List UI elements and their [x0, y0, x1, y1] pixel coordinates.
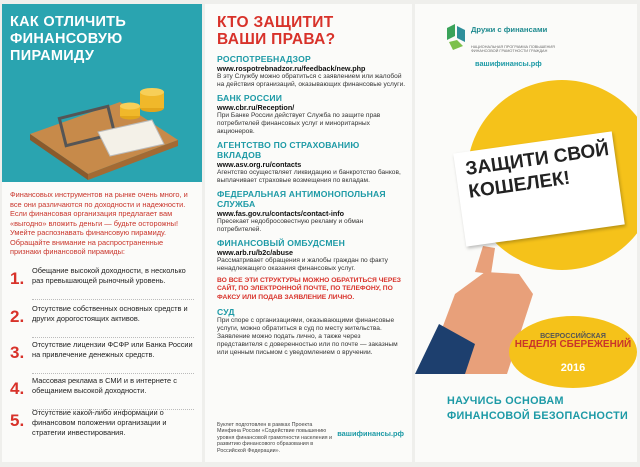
org-name: БАНК РОССИИ — [217, 93, 283, 103]
org-description: При Банке России действует Служба по защите прав потребителей финансовых услуг и миноритарных акционеров. — [217, 112, 381, 135]
org-name: РОСПОТРЕБНАДЗОР — [217, 54, 311, 64]
sign-text: Обещание высокой доходности, в несколько раз превышающей рыночный уровень. — [32, 266, 186, 285]
pyramid-intro-text: Финансовых инструментов на рынке очень много, и все они различаются по доходности и надежности. Если финансовая организация предлагает вам «выгодно» вложить деньги — будьте осторожны! Умейте распознавать финансовую пирамиду. Обращайте внимание на распространенные признаки финансовой пирамиды: — [10, 190, 188, 256]
divider — [32, 373, 194, 374]
pyramid-sign-5 — [10, 408, 198, 442]
org-description: Агентство осуществляет ликвидацию и банкротство банков, выплачивает страховые возмещения по вкладам. — [217, 169, 401, 184]
org-description: При споре с организациями, оказывающими финансовые услуги, можно обратиться в суд по месту жительства. Заявление можно подать лично, а также через представителя с доверенностью или по почте — заказным или ценным письмом с уведомлением о вручении. — [217, 316, 398, 356]
org-name: ФИНАНСОВЫЙ ОМБУДСМЕН — [217, 238, 346, 248]
logo-subtitle: НАЦИОНАЛЬНАЯ ПРОГРАММА ПОВЫШЕНИЯ ФИНАНСОВОЙ ГРАМОТНОСТИ ГРАЖДАН — [471, 45, 555, 54]
logo-mark-icon — [445, 24, 467, 50]
org-block-antimonopoly — [217, 189, 406, 234]
org-url-link[interactable]: www.fas.gov.ru/contacts/contact-info — [217, 209, 344, 218]
sign-text: Отсутствие какой-либо информации о финансовом положении организации и стратегии инвестирования. — [32, 408, 167, 437]
sign-text: Отсутствие лицензии ФСФР или Банка России на привлечение денежных средств. — [32, 340, 193, 359]
site-link[interactable]: вашифинансы.рф — [337, 429, 404, 438]
org-url-link[interactable]: www.rospotrebnadzor.ru/feedback/new.php — [217, 64, 366, 73]
org-block-deposit-insurance — [217, 140, 406, 185]
mousetrap-illustration — [2, 62, 202, 182]
sign-number: 5. — [10, 411, 25, 430]
divider — [32, 299, 194, 300]
tagline-line1: НАУЧИСЬ ОСНОВАМ — [447, 395, 564, 407]
sign-number: 1. — [10, 269, 25, 288]
logo-title: Дружи с финансами — [471, 25, 548, 34]
badge-line2: НЕДЕЛЯ СБЕРЕЖЕНИЙ — [514, 339, 632, 350]
org-description: Рассматривает обращения и жалобы граждан по факту ненадлежащего оказания финансовых услуг. — [217, 257, 388, 272]
tagline — [447, 394, 628, 424]
org-description: Пресекает недобросовестную рекламу и обман потребителей. — [217, 218, 364, 233]
pyramid-sign-1 — [10, 266, 198, 300]
sign-number: 2. — [10, 307, 25, 326]
org-name: ФЕДЕРАЛЬНАЯ АНТИМОНОПОЛЬНАЯ СЛУЖБА — [217, 189, 386, 209]
org-url-link[interactable]: www.arb.ru/b2c/abuse — [217, 248, 294, 257]
pyramid-sign-3 — [10, 340, 198, 374]
pyramid-sign-2 — [10, 304, 198, 338]
sign-number: 3. — [10, 343, 25, 362]
org-description: В эту Службу можно обратиться с заявлением или жалобой на действия организаций, оказывающих финансовые услуги. — [217, 73, 406, 88]
rights-title: КТО ЗАЩИТИТ ВАШИ ПРАВА? — [217, 14, 336, 48]
org-url-link[interactable]: www.asv.org.ru/contacts — [217, 160, 302, 169]
sign-text: Отсутствие собственных основных средств и других дорогостоящих активов. — [32, 304, 188, 323]
sign-slogan: ЗАЩИТИ СВОЙ КОШЕЛЕК! — [464, 139, 611, 203]
sign-text: Массовая реклама в СМИ и в интернете с обещанием высокой доходности. — [32, 376, 177, 395]
pyramid-title: КАК ОТЛИЧИТЬ ФИНАНСОВУЮ ПИРАМИДУ — [10, 14, 127, 64]
org-name: СУД — [217, 306, 235, 317]
site-link[interactable]: вашифинансы.рф — [475, 59, 542, 68]
org-block-bank-of-russia — [217, 93, 406, 136]
org-name: АГЕНТСТВО ПО СТРАХОВАНИЮ ВКЛАДОВ — [217, 140, 360, 160]
right-panel — [415, 4, 637, 462]
org-block-court — [217, 307, 406, 357]
org-url-link[interactable]: www.cbr.ru/Reception/ — [217, 103, 295, 112]
sign-number: 4. — [10, 379, 25, 398]
left-header-block — [2, 4, 202, 182]
middle-panel — [205, 4, 412, 462]
left-panel — [2, 4, 202, 462]
booklet-footnote: Буклет подготовлен в рамках Проекта Минфина России «Содействие повышению уровня финансовой грамотности населения и развитию финансового образования в Российской Федерации». — [217, 422, 333, 454]
tagline-line2: ФИНАНСОВОЙ БЕЗОПАСНОСТИ — [447, 410, 629, 422]
badge-year: 2016 — [560, 362, 586, 374]
savings-week-badge — [509, 316, 637, 388]
badge-line1: ВСЕРОССИЙСКАЯ — [540, 331, 606, 340]
program-logo — [445, 24, 585, 58]
pyramid-sign-4 — [10, 376, 198, 410]
divider — [32, 337, 194, 338]
org-block-rospotrebnadzor — [217, 54, 406, 89]
contact-methods-note: ВО ВСЕ ЭТИ СТРУКТУРЫ МОЖНО ОБРАТИТЬСЯ ЧЕРЕЗ САЙТ, ПО ЭЛЕКТРОННОЙ ПОЧТЕ, ПО ТЕЛЕФОНУ, ПО ФАКСУ ИЛИ ПОДАВ ЗАЯВЛЕНИЕ ЛИЧНО. — [217, 277, 401, 301]
org-block-ombudsman — [217, 238, 406, 273]
